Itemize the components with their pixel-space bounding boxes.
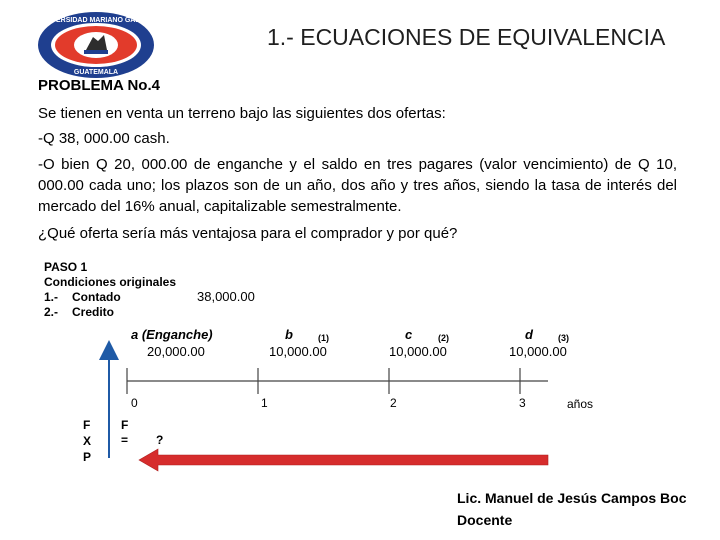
- paso-label: PASO 1: [44, 260, 88, 274]
- option-1: -Q 38, 000.00 cash.: [38, 130, 170, 147]
- tick-label-0: 0: [131, 396, 138, 410]
- fxp-p: P: [83, 450, 92, 464]
- tick-label-1: 1: [261, 396, 268, 410]
- enganche-value: 20,000.00: [147, 344, 205, 359]
- payment-c-value: 10,000.00: [389, 344, 447, 359]
- item1-value: 38,000.00: [197, 289, 255, 304]
- payment-b-value: 10,000.00: [269, 344, 327, 359]
- equation-unknown: ?: [156, 433, 164, 447]
- logo-text-bottom: GUATEMALA: [73, 69, 119, 76]
- item1-number: 1.-: [44, 290, 59, 304]
- payment-d-note: (3): [558, 333, 569, 343]
- item2-label: Credito: [72, 305, 114, 319]
- slide-title: 1.- ECUACIONES DE EQUIVALENCIA: [267, 24, 666, 50]
- fxp-f: F: [83, 418, 91, 432]
- axis-unit: años: [567, 397, 594, 411]
- author-name: Lic. Manuel de Jesús Campos Boc: [457, 490, 687, 506]
- payment-d-value: 10,000.00: [509, 344, 567, 359]
- problem-heading: PROBLEMA No.4: [38, 77, 160, 94]
- equation-equals: =: [121, 433, 129, 447]
- item1-label: Contado: [72, 290, 121, 304]
- item2-number: 2.-: [44, 305, 59, 319]
- red-left-arrow: [139, 449, 548, 471]
- payment-b-note: (1): [318, 333, 329, 343]
- fxp-x: X: [83, 434, 92, 448]
- logo-text-top: UNIVERSIDAD MARIANO GALVEZ: [39, 17, 153, 24]
- author-role: Docente: [457, 512, 513, 528]
- payment-c-note: (2): [438, 333, 449, 343]
- tick-label-3: 3: [519, 396, 526, 410]
- option-2: -O bien Q 20, 000.00 de enganche y el saldo en tres pagares (valor vencimiento) de Q 10, 000.00 cada uno; los plazos son de un año, dos año y tres años, siendo la tasa de interés del mercado del 16% anual, capitalizable semestralmente.: [38, 156, 677, 215]
- payment-b-label: b: [285, 327, 293, 342]
- question: ¿Qué oferta sería más ventajosa para el comprador y por qué?: [38, 225, 458, 242]
- enganche-label: a (Enganche): [131, 327, 213, 342]
- conditions-label: Condiciones originales: [44, 275, 177, 289]
- equation-f: F: [121, 418, 129, 432]
- tick-label-2: 2: [390, 396, 397, 410]
- problem-intro: Se tienen en venta un terreno bajo las siguientes dos ofertas:: [38, 105, 446, 122]
- payment-d-label: d: [525, 327, 533, 342]
- payment-c-label: c: [405, 327, 413, 342]
